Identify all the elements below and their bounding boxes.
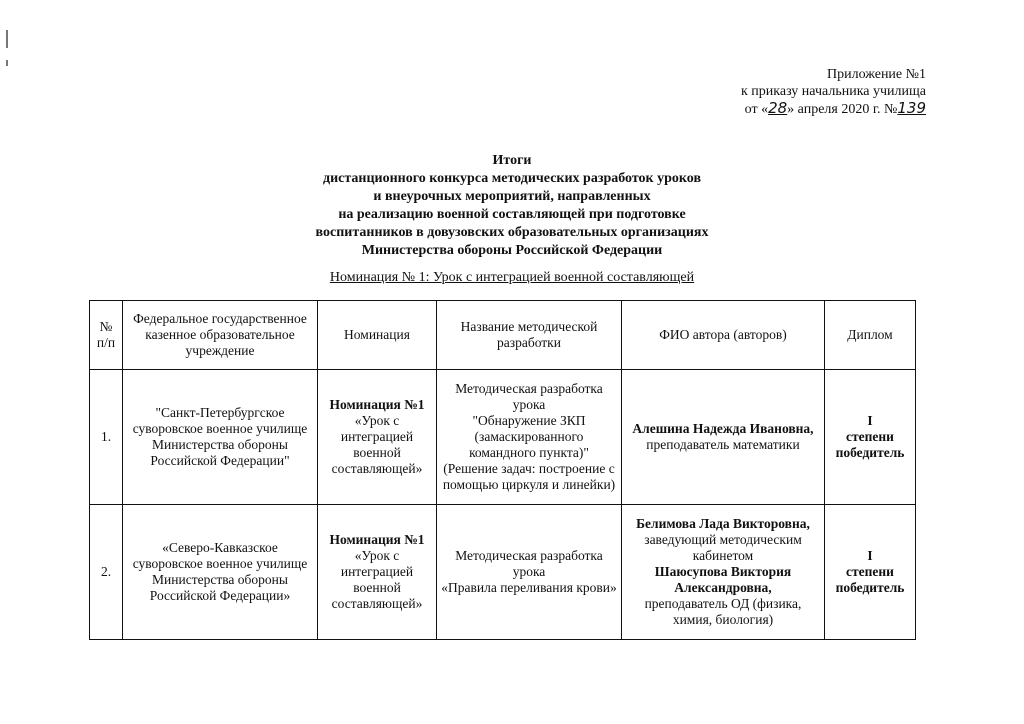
title-line: на реализацию военной составляющей при подготовке [338,207,686,222]
author-name: Алешина Надежда Ивановна, [632,421,814,436]
order-date-prefix: от « [744,102,769,117]
title-line: и внеурочных мероприятий, направленных [373,189,651,204]
nomination-text: «Урок с интеграцией военной составляющей» [331,413,423,476]
document-title [0,152,1024,260]
diploma-word: степени [846,564,894,579]
cell-org: "Санкт-Петербургское суворовское военное училище Министерства обороны Российской Федерации" [123,370,318,505]
order-date-middle: » апреля 2020 г. № [787,102,898,117]
work-line: Методическая разработка урока [455,381,603,412]
scan-edge-mark [6,30,8,48]
header-num: № п/п [90,301,123,370]
title-line: Министерства обороны Российской Федерации [361,243,663,258]
order-day-handwritten: 28 [768,99,788,117]
cell-num: 1. [90,370,123,505]
appendix-order-line [666,100,926,118]
diploma-degree: I [867,548,873,563]
title-line: дистанционного конкурса методических разработок уроков [322,171,702,186]
cell-authors [622,370,825,505]
header-work: Название методической разработки [437,301,622,370]
work-line: «Правила переливания крови» [441,580,617,595]
cell-work [437,370,622,505]
diploma-word: степени [846,429,894,444]
table-row [90,505,916,640]
diploma-status: победитель [835,580,905,595]
diploma-status: победитель [835,445,905,460]
order-number-handwritten: 139 [897,99,926,117]
cell-diploma [825,505,916,640]
nomination-text: «Урок с интеграцией военной составляющей» [331,548,423,611]
author-role: заведующий методическим кабинетом [644,532,802,563]
cell-nomination [318,505,437,640]
author-name: Шаюсупова Виктория Александровна, [654,564,792,595]
header-diploma: Диплом [825,301,916,370]
author-name: Белимова Лада Викторовна, [636,516,810,531]
author-role: преподаватель ОД (физика, химия, биология) [644,596,802,627]
work-line: (Решение задач: построение с помощью циркуля и линейки) [442,461,616,492]
header-nomination: Номинация [318,301,437,370]
cell-authors [622,505,825,640]
title-line: Итоги [492,153,532,168]
diploma-degree: I [867,413,873,428]
cell-diploma [825,370,916,505]
cell-num: 2. [90,505,123,640]
results-table [89,300,916,640]
nomination-bold: Номинация №1 [329,397,425,412]
work-line: "Обнаружение ЗКП (замаскированного командного пункта)" [469,413,589,460]
appendix-line: Приложение №1 [827,67,926,82]
nomination-bold: Номинация №1 [329,532,425,547]
cell-org: «Северо-Кавказское суворовское военное училище Министерства обороны Российской Федерации» [123,505,318,640]
cell-nomination [318,370,437,505]
author-role: преподаватель математики [646,437,800,452]
table-row [90,370,916,505]
title-line: воспитанников в довузовских образовательных организациях [315,225,709,240]
work-line: Методическая разработка урока [455,548,603,579]
header-org: Федеральное государственное казенное образовательное учреждение [123,301,318,370]
nomination-title: Номинация № 1: Урок с интеграцией военной составляющей [329,270,695,285]
header-authors: ФИО автора (авторов) [622,301,825,370]
appendix-header [666,66,926,118]
table-header-row [90,301,916,370]
cell-work [437,505,622,640]
scan-edge-mark [6,60,8,66]
appendix-line: к приказу начальника училища [740,84,926,99]
